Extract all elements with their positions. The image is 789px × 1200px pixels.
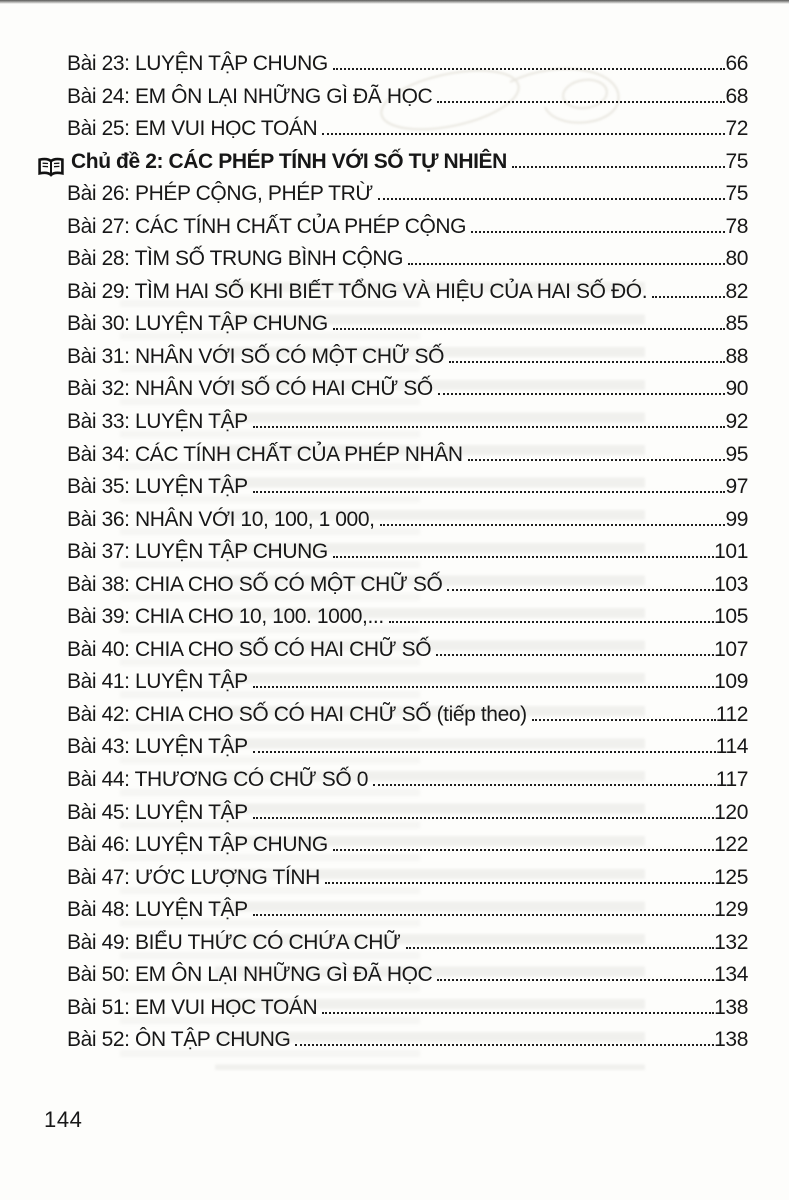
toc-item <box>67 52 748 85</box>
toc-item <box>67 735 748 768</box>
toc-item-label: Bài 42: CHIA CHO SỐ CÓ HAI CHỮ SỐ (tiếp theo) <box>67 702 527 726</box>
toc-item-page: 66 <box>725 52 748 75</box>
toc-item <box>67 703 748 736</box>
toc-item-page: 117 <box>715 768 748 792</box>
toc-item <box>67 247 748 280</box>
toc-item-label: Bài 39: CHIA CHO 10, 100. 1000,... <box>67 605 384 629</box>
toc-item-label: Bài 47: ƯỚC LƯỢNG TÍNH <box>67 865 320 889</box>
dot-leader <box>253 491 726 493</box>
toc-item-page: 80 <box>725 247 748 271</box>
toc-item <box>67 215 748 248</box>
toc-item <box>67 670 748 703</box>
toc-item-label: Bài 37: LUYỆN TẬP CHUNG <box>67 540 328 564</box>
toc-item <box>67 801 748 834</box>
dot-leader <box>253 817 714 819</box>
toc-item <box>67 866 748 899</box>
dot-leader <box>378 198 726 200</box>
dot-leader <box>333 556 714 558</box>
toc-item-label: Bài 38: CHIA CHO SỐ CÓ MỘT CHỮ SỐ <box>67 572 443 596</box>
toc-item <box>67 768 748 801</box>
toc-item <box>67 345 748 378</box>
dot-leader <box>652 296 725 298</box>
dot-leader <box>322 133 725 135</box>
toc-item-label: Bài 36: NHÂN VỚI 10, 100, 1 000, <box>67 507 375 531</box>
dot-leader <box>449 361 725 363</box>
toc-item-label: Bài 41: LUYỆN TẬP <box>67 670 248 694</box>
toc-item-page: 97 <box>725 475 748 499</box>
dot-leader <box>447 589 714 591</box>
toc-item <box>67 1028 748 1061</box>
toc-item <box>67 833 748 866</box>
toc-item-page: 138 <box>714 995 748 1019</box>
toc-item-page: 75 <box>725 149 748 173</box>
toc-item-page: 78 <box>725 214 748 238</box>
toc-item <box>67 540 748 573</box>
toc-item-label: Bài 25: EM VUI HỌC TOÁN <box>67 117 318 141</box>
toc-item-label: Bài 46: LUYỆN TẬP CHUNG <box>67 833 328 857</box>
toc-item-label: Bài 50: EM ÔN LẠI NHỮNG GÌ ĐÃ HỌC <box>67 963 433 987</box>
toc-item <box>67 605 748 638</box>
toc-item <box>67 280 748 313</box>
toc-item-label: Bài 27: CÁC TÍNH CHẤT CỦA PHÉP CỘNG <box>67 214 467 238</box>
toc-list <box>67 52 748 1061</box>
dot-leader <box>406 947 715 949</box>
dot-leader <box>380 524 726 526</box>
toc-item-page: 138 <box>714 1028 748 1052</box>
dot-leader <box>389 621 714 623</box>
toc-item-page: 105 <box>714 605 748 629</box>
toc-item <box>67 475 748 508</box>
dot-leader <box>468 459 726 461</box>
toc-item <box>67 508 748 541</box>
toc-item-label: Bài 32: NHÂN VỚI SỐ CÓ HAI CHỮ SỐ <box>67 377 433 401</box>
dot-leader <box>437 979 714 981</box>
dot-leader <box>253 426 726 428</box>
toc-item <box>67 443 748 476</box>
toc-item-page: 75 <box>725 182 748 206</box>
toc-item <box>67 410 748 443</box>
dot-leader <box>436 654 714 656</box>
toc-item-page: 112 <box>715 702 748 726</box>
dot-leader <box>532 719 716 721</box>
toc-item-page: 132 <box>714 930 748 954</box>
dot-leader <box>512 166 726 168</box>
dot-leader <box>295 1044 714 1046</box>
toc-item-label: Bài 43: LUYỆN TẬP <box>67 735 248 759</box>
toc-item-label: Chủ đề 2: CÁC PHÉP TÍNH VỚI SỐ TỰ NHIÊN <box>71 149 507 173</box>
toc-item-page: 101 <box>714 540 748 564</box>
toc-item-label: Bài 26: PHÉP CỘNG, PHÉP TRỪ <box>67 182 373 206</box>
toc-item-page: 99 <box>725 507 748 531</box>
toc-item-page: 120 <box>714 800 748 824</box>
toc-item <box>67 573 748 606</box>
toc-item-label: Bài 52: ÔN TẬP CHUNG <box>67 1028 291 1052</box>
toc-item-page: 109 <box>714 670 748 694</box>
dot-leader <box>333 328 726 330</box>
toc-item-page: 90 <box>725 377 748 401</box>
toc-item <box>67 377 748 410</box>
toc-item <box>67 638 748 671</box>
toc-item <box>67 996 748 1029</box>
toc-item <box>67 963 748 996</box>
dot-leader <box>253 751 716 753</box>
dot-leader <box>333 68 726 70</box>
toc-item-label: Bài 24: EM ÔN LẠI NHỮNG GÌ ĐÃ HỌC <box>67 84 433 108</box>
toc-item-page: 92 <box>725 410 748 434</box>
dot-leader <box>322 1012 714 1014</box>
dot-leader <box>437 101 725 103</box>
open-book-icon <box>38 157 64 177</box>
dot-leader <box>253 686 714 688</box>
toc-item <box>67 931 748 964</box>
dot-leader <box>373 784 716 786</box>
toc-item-label: Bài 45: LUYỆN TẬP <box>67 800 248 824</box>
toc-item <box>67 117 748 150</box>
toc-item-page: 103 <box>714 572 748 596</box>
dot-leader <box>408 263 725 265</box>
scan-edge-artifact <box>0 0 789 4</box>
toc-item <box>67 898 748 931</box>
dot-leader <box>471 231 725 233</box>
toc-item <box>67 85 748 118</box>
toc-item-label: Bài 51: EM VUI HỌC TOÁN <box>67 995 318 1019</box>
toc-item-page: 88 <box>725 344 748 368</box>
toc-item <box>67 312 748 345</box>
toc-item-page: 122 <box>714 833 748 857</box>
toc-item-page: 129 <box>714 898 748 922</box>
toc-item-label: Bài 44: THƯƠNG CÓ CHỮ SỐ 0 <box>67 768 368 792</box>
dot-leader <box>333 849 714 851</box>
dot-leader <box>253 914 714 916</box>
toc-item-page: 85 <box>725 312 748 336</box>
dot-leader <box>438 393 726 395</box>
toc-item-label: Bài 28: TÌM SỐ TRUNG BÌNH CỘNG <box>67 247 404 271</box>
toc-item-label: Bài 35: LUYỆN TẬP <box>67 475 248 499</box>
toc-item-label: Bài 33: LUYỆN TẬP <box>67 410 248 434</box>
toc-item-label: Bài 40: CHIA CHO SỐ CÓ HAI CHỮ SỐ <box>67 637 432 661</box>
toc-item <box>67 182 748 215</box>
toc-item-page: 125 <box>714 865 748 889</box>
toc-item-page: 82 <box>725 279 748 303</box>
toc-item-label: Bài 34: CÁC TÍNH CHẤT CỦA PHÉP NHÂN <box>67 442 463 466</box>
toc-item-page: 72 <box>725 117 748 141</box>
toc-item-page: 95 <box>725 442 748 466</box>
toc-item-label: Bài 30: LUYỆN TẬP CHUNG <box>67 312 328 336</box>
toc-item-label: Bài 29: TÌM HAI SỐ KHI BIẾT TỔNG VÀ HIỆU CỦA HAI SỐ ĐÓ. <box>67 279 648 303</box>
toc-item-page: 134 <box>714 963 748 987</box>
folio-page-number: 144 <box>44 1107 83 1132</box>
toc-item-page: 68 <box>725 84 748 108</box>
toc-item <box>38 150 748 183</box>
toc-item-page: 107 <box>714 637 748 661</box>
toc-item-label: Bài 48: LUYỆN TẬP <box>67 898 248 922</box>
dot-leader <box>325 882 714 884</box>
toc-item-page: 114 <box>715 735 748 759</box>
toc-item-label: Bài 23: LUYỆN TẬP CHUNG <box>67 52 328 75</box>
toc-item-label: Bài 49: BIỂU THỨC CÓ CHỨA CHỮ <box>67 930 401 954</box>
toc-item-label: Bài 31: NHÂN VỚI SỐ CÓ MỘT CHỮ SỐ <box>67 344 445 368</box>
